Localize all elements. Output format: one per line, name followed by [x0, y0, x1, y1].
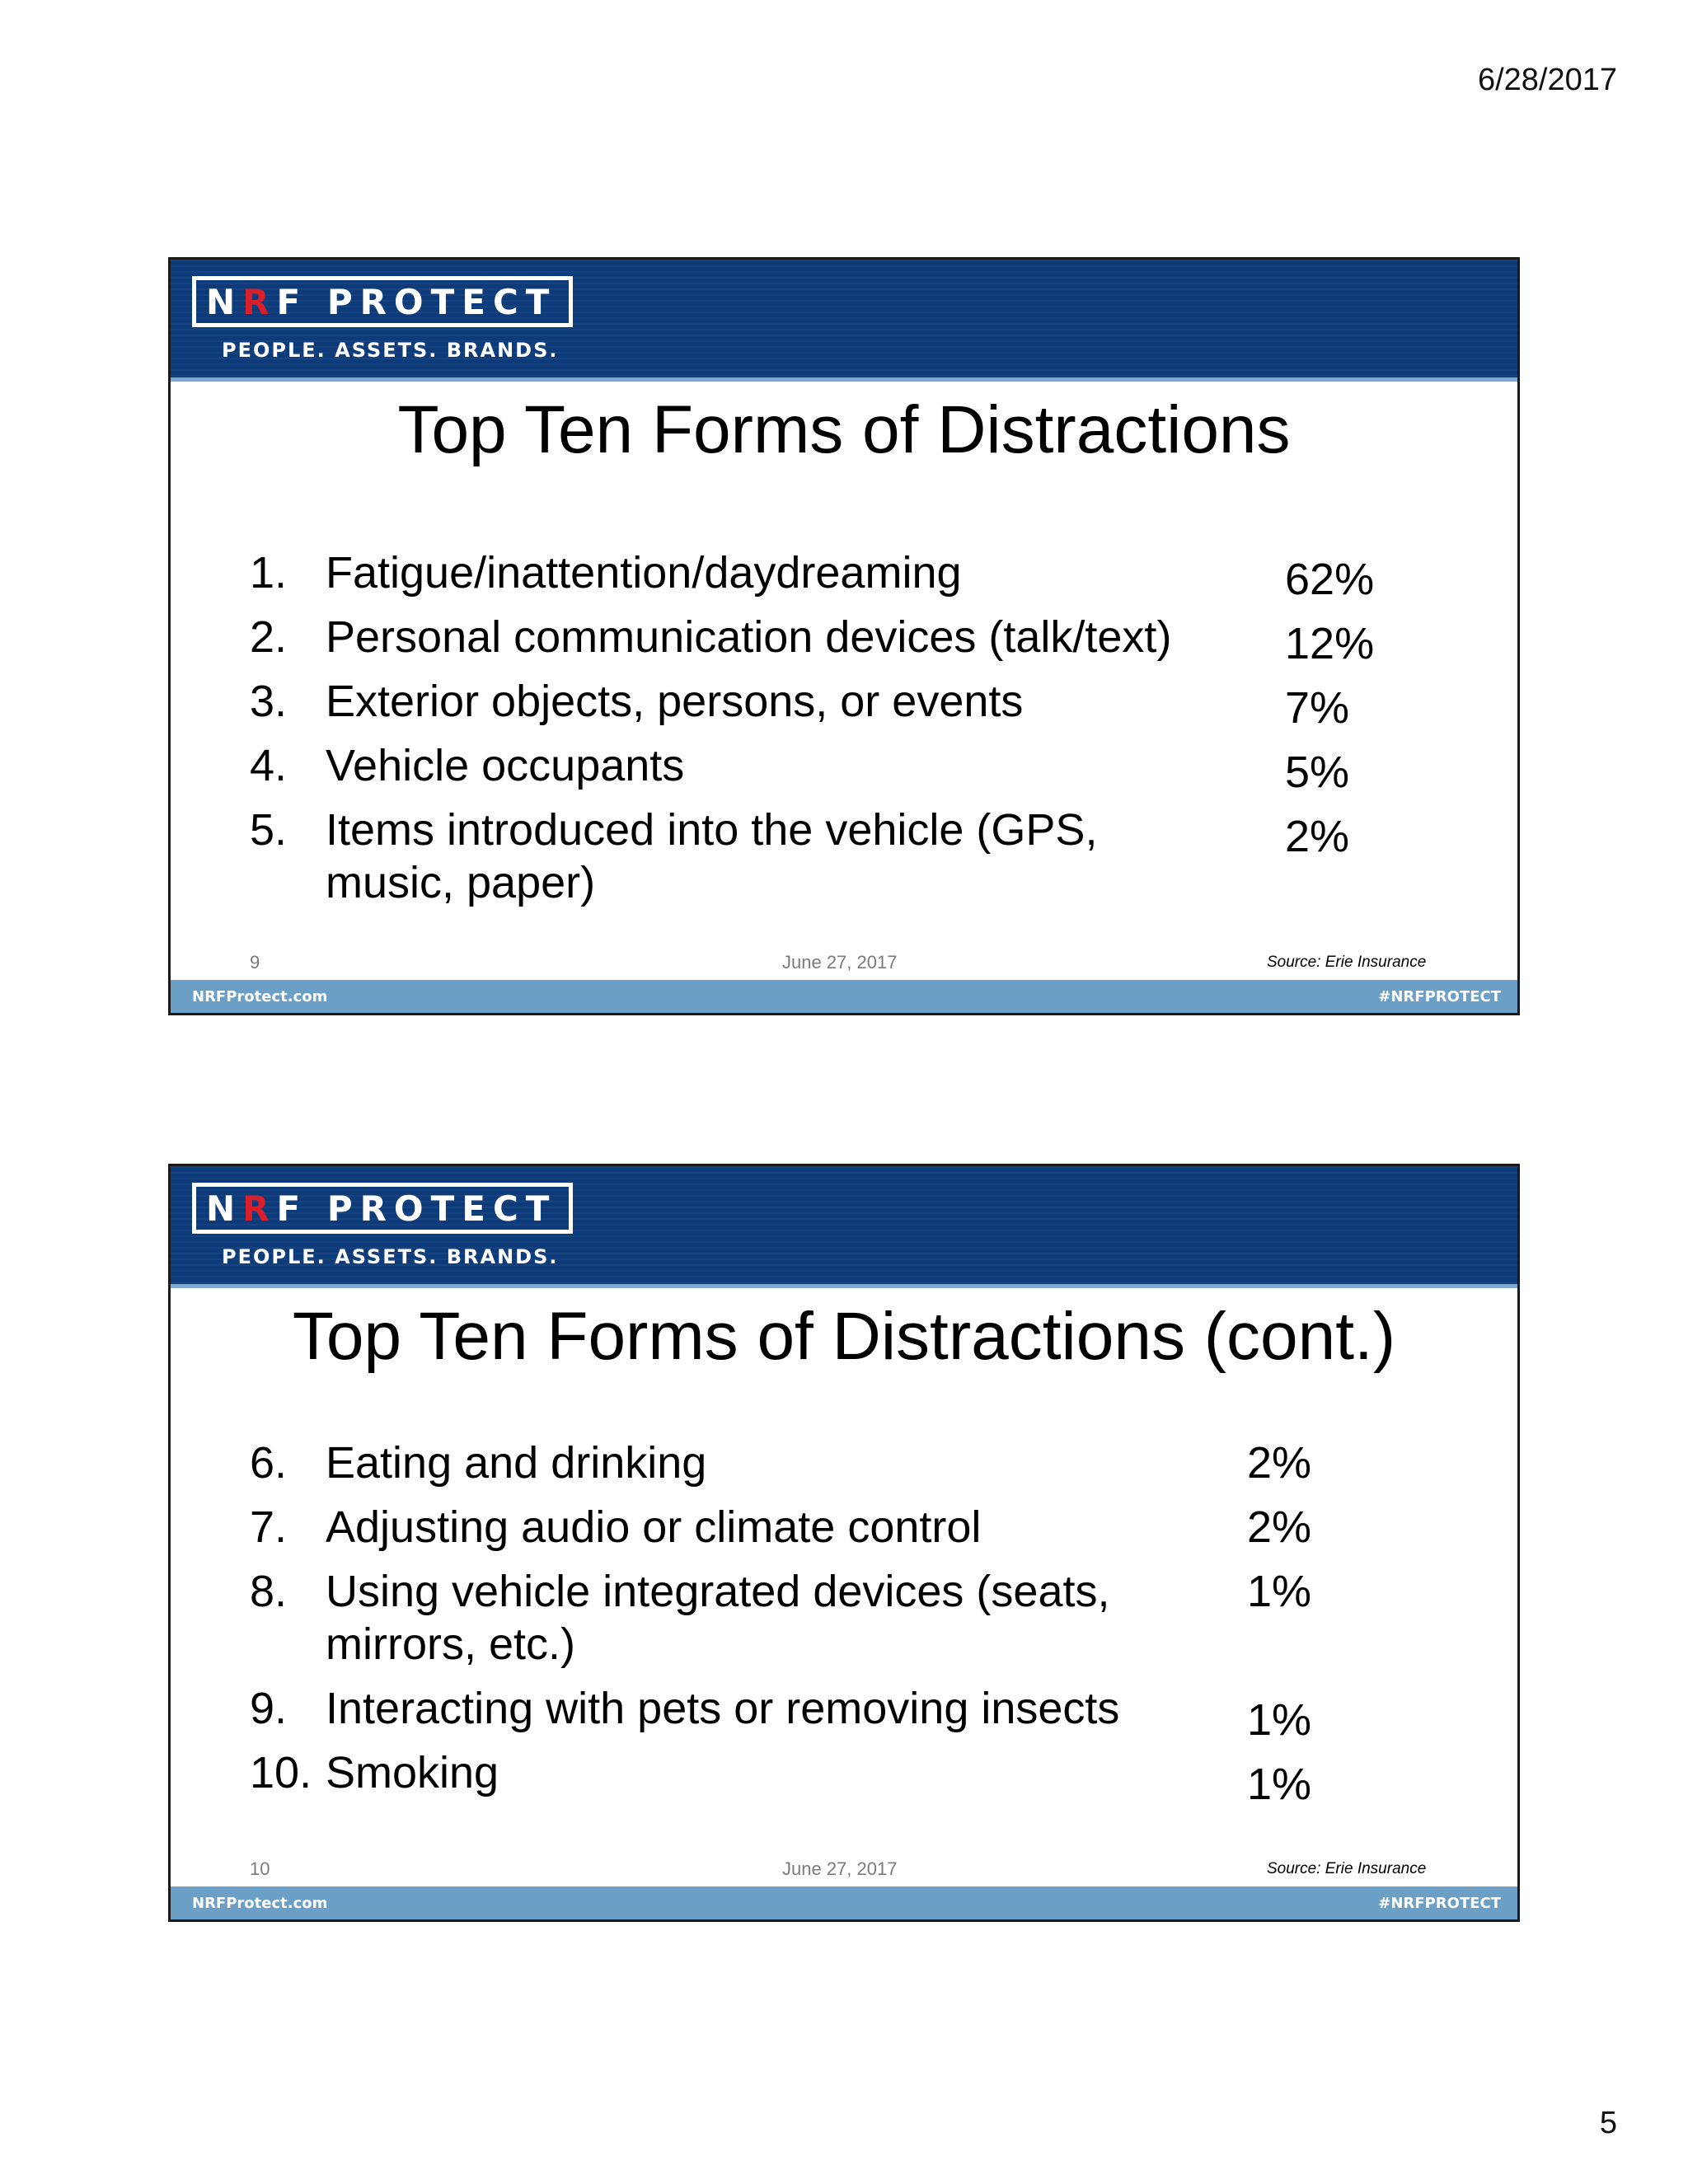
item-percent: 1% [1247, 1567, 1312, 1616]
item-text: Adjusting audio or climate control [326, 1502, 982, 1552]
logo-tagline: PEOPLE. ASSETS. BRANDS. [222, 339, 559, 362]
list-item [250, 804, 1239, 909]
logo-letter-r: R [242, 281, 277, 322]
item-text: Vehicle occupants [326, 741, 685, 790]
footer-hashtag: #NRFPROTECT [1378, 1895, 1501, 1912]
list-item [250, 1565, 1239, 1671]
slide-1 [168, 257, 1520, 1015]
item-number: 3. [250, 677, 288, 726]
item-number: 10. [250, 1748, 312, 1797]
slide-header [171, 1166, 1517, 1288]
item-number: 1. [250, 548, 288, 598]
item-text: Items introduced into the vehicle (GPS, music, paper) [326, 805, 1098, 907]
footer-site: NRFProtect.com [192, 988, 328, 1005]
item-percent: 2% [1285, 812, 1350, 861]
item-number: 2. [250, 612, 288, 662]
item-percent: 7% [1285, 683, 1350, 733]
item-text: Exterior objects, persons, or events [326, 677, 1024, 726]
list-item [250, 1682, 1239, 1735]
item-percent: 12% [1285, 619, 1375, 668]
list-item [250, 1501, 1239, 1554]
item-percent: 1% [1247, 1695, 1312, 1745]
slide-footer-bar [171, 1886, 1517, 1919]
list-item [250, 611, 1239, 663]
list-item [250, 675, 1239, 728]
logo-letter-n: N [206, 1188, 243, 1229]
logo-letter-n: N [206, 281, 243, 322]
item-percent: 1% [1247, 1760, 1312, 1809]
item-number: 7. [250, 1502, 288, 1552]
item-text: Fatigue/inattention/daydreaming [326, 548, 962, 598]
slide-number: 10 [250, 1858, 270, 1879]
item-percent: 2% [1247, 1438, 1312, 1488]
item-percent: 5% [1285, 748, 1350, 797]
page-number: 5 [1599, 2106, 1617, 2140]
slide-footer-bar [171, 980, 1517, 1013]
slide-2 [168, 1164, 1520, 1922]
slide-header [171, 260, 1517, 382]
slide-source: Source: Erie Insurance [1267, 954, 1427, 971]
logo-wordmark-rest: F PROTECT [276, 281, 557, 322]
list-item [250, 1746, 1239, 1799]
slide-title: Top Ten Forms of Distractions (cont.) [292, 1299, 1396, 1374]
item-percent: 62% [1285, 555, 1375, 604]
item-text: Personal communication devices (talk/text) [326, 612, 1172, 662]
item-percent: 2% [1247, 1502, 1312, 1552]
slide-source: Source: Erie Insurance [1267, 1860, 1427, 1877]
list-item [250, 739, 1239, 792]
item-number: 5. [250, 805, 288, 855]
logo-tagline: PEOPLE. ASSETS. BRANDS. [222, 1245, 559, 1268]
slide-title: Top Ten Forms of Distractions [397, 392, 1291, 467]
nrf-protect-logo [192, 276, 573, 327]
nrf-protect-logo [192, 1183, 573, 1234]
footer-hashtag: #NRFPROTECT [1378, 988, 1501, 1005]
list-item [250, 546, 1239, 599]
item-number: 9. [250, 1684, 288, 1733]
logo-wordmark-rest: F PROTECT [276, 1188, 557, 1229]
slide-number: 9 [250, 952, 260, 972]
item-text: Eating and drinking [326, 1438, 707, 1488]
item-text: Using vehicle integrated devices (seats, mirrors, etc.) [326, 1567, 1110, 1669]
logo-letter-r: R [242, 1188, 277, 1229]
item-number: 6. [250, 1438, 288, 1488]
footer-site: NRFProtect.com [192, 1895, 328, 1912]
item-text: Smoking [326, 1748, 499, 1797]
item-text: Interacting with pets or removing insects [326, 1684, 1120, 1733]
item-number: 8. [250, 1567, 288, 1616]
page-date: 6/28/2017 [1477, 63, 1617, 97]
list-item [250, 1436, 1239, 1489]
slide-footer-date: June 27, 2017 [782, 1858, 898, 1879]
slide-footer-date: June 27, 2017 [782, 952, 898, 972]
item-number: 4. [250, 741, 288, 790]
